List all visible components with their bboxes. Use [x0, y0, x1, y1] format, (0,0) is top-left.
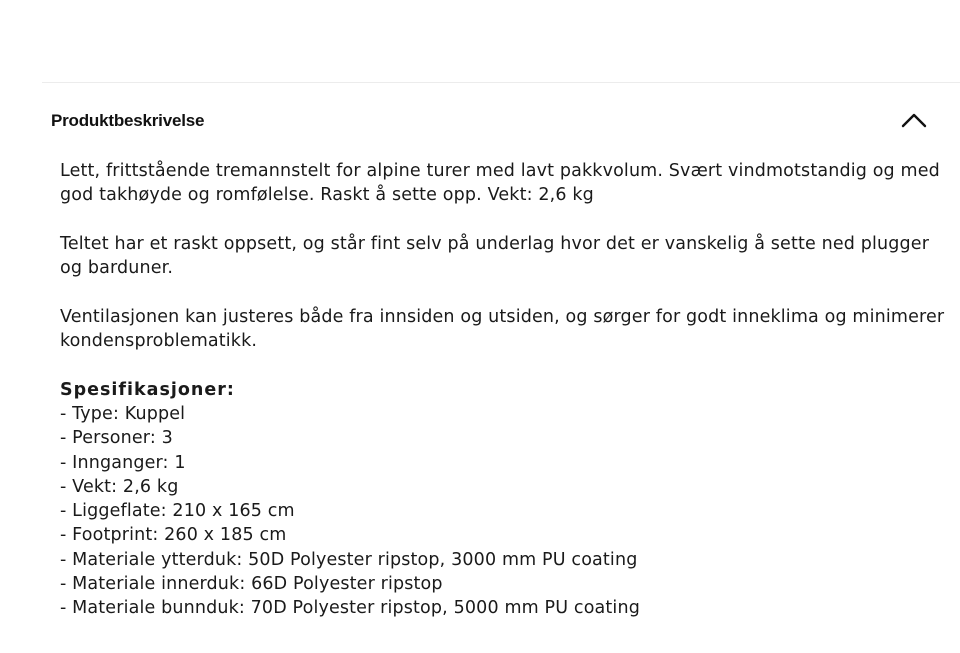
spec-item: - Materiale ytterduk: 50D Polyester ripstop, 3000 mm PU coating — [60, 549, 638, 570]
chevron-up-icon[interactable] — [900, 110, 928, 130]
spec-item: - Materiale innerduk: 66D Polyester ripstop — [60, 574, 443, 595]
spec-item: - Innganger: 1 — [60, 452, 186, 473]
description-paragraph: Teltet har et raskt oppsett, og står fint selv på underlag hvor det er vanskelig å sette ned plugger og barduner. — [60, 233, 930, 279]
spec-item: - Footprint: 260 x 185 cm — [60, 525, 287, 546]
spec-item: - Vekt: 2,6 kg — [60, 476, 179, 497]
specs-heading: Spesifikasjoner: — [60, 379, 235, 400]
description-paragraph: Ventilasjonen kan justeres både fra innsiden og utsiden, og sørger for godt inneklima og minimerer kondensproblematikk. — [60, 306, 945, 352]
spec-item: - Personer: 3 — [60, 428, 173, 449]
product-description — [60, 159, 950, 621]
spec-item: - Liggeflate: 210 x 165 cm — [60, 501, 295, 522]
accordion-header-produktbeskrivelse[interactable] — [42, 100, 942, 144]
accordion-title: Produktbeskrivelse — [51, 111, 205, 130]
divider — [42, 82, 960, 83]
spec-item: - Type: Kuppel — [60, 403, 186, 424]
specs-list — [60, 402, 950, 621]
description-paragraph: Lett, frittstående tremannstelt for alpine turer med lavt pakkvolum. Svært vindmotstandig og med god takhøyde og romfølelse. Raskt å sette opp. Vekt: 2,6 kg — [60, 161, 940, 206]
spec-item: - Materiale bunnduk: 70D Polyester ripstop, 5000 mm PU coating — [60, 598, 640, 619]
